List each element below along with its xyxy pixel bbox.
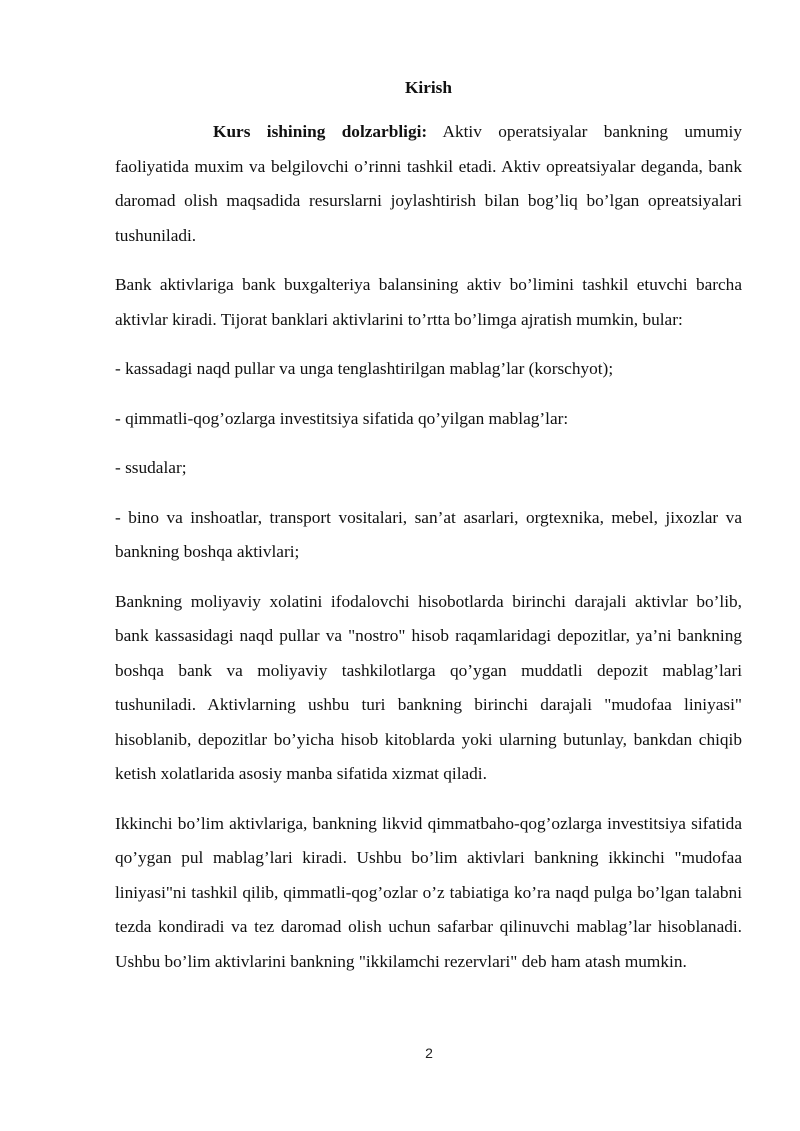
list-item-cash: - kassadagi naqd pullar va unga tenglashtirilgan mablag’lar (korschyot); (115, 359, 614, 378)
paragraph-bank-assets: Bank aktivlariga bank buxgalteriya balansining aktiv bo’limini tashkil etuvchi barcha aktivlar kiradi. Tijorat banklari aktivlarini to’rtta bo’limga ajratish mumkin, bular: (115, 275, 742, 329)
intro-text: Aktiv operatsiyalar bankning umumiy faoliyatida muxim va belgilovchi o’rinni tashkil etadi. Aktiv opreatsiyalar deganda, bank daromad olish maqsadida resurslarni joylashtirish bilan bog’liq bo’lgan opreatsiyalari tushuniladi. (115, 122, 742, 245)
intro-bold-lead: Kurs ishining dolzarbligi: (213, 122, 428, 141)
paragraph-second-line-defense: Ikkinchi bo’lim aktivlariga, bankning likvid qimmatbaho-qog’ozlarga investitsiya sifatida qo’ygan pul mablag’lari kiradi. Ushbu bo’lim aktivlari bankning ikkinchi "mudofaa liniyasi"ni tashkil qilib, qimmatli-qog’ozlar o’z tabiatiga ko’ra naqd pulga bo’lgan talabni tezda kondiradi va tez daromad olish uchun safarbar qilinuvchi mablag’lar hisoblanadi. Ushbu bo’lim aktivlarini bankning "ikkilamchi rezervlari" deb ham atash mumkin. (115, 813, 742, 971)
list-item-loans: - ssudalar; (115, 458, 187, 477)
intro-paragraph (115, 115, 742, 253)
paragraph-first-line-defense: Bankning moliyaviy xolatini ifodalovchi hisobotlarda birinchi darajali aktivlar bo’lib, bank kassasidagi naqd pullar va "nostro" hisob raqamlaridagi depozitlar, ya’ni bankning boshqa bank va moliyaviy tashkilotlarga qo’ygan muddatli depozit mablag’lari tushuniladi. Aktivlarning ushbu turi bankning birinchi darajali "mudofaa liniyasi" hisoblanib, depozitlar bo’yicha hisob kitoblarda yoki ularning butunlay, bankdan chiqib ketish xolatlarida asosiy manba sifatida xizmat qiladi. (115, 591, 742, 783)
list-item-buildings: - bino va inshoatlar, transport vositalari, san’at asarlari, orgtexnika, mebel, jixozlar va bankning boshqa aktivlari; (115, 507, 742, 561)
page-content (115, 72, 742, 979)
page-number: 2 (425, 1045, 433, 1061)
section-title: Kirish (404, 78, 453, 97)
list-item-securities: - qimmatli-qog’ozlarga investitsiya sifatida qo’yilgan mablag’lar: (115, 408, 569, 428)
